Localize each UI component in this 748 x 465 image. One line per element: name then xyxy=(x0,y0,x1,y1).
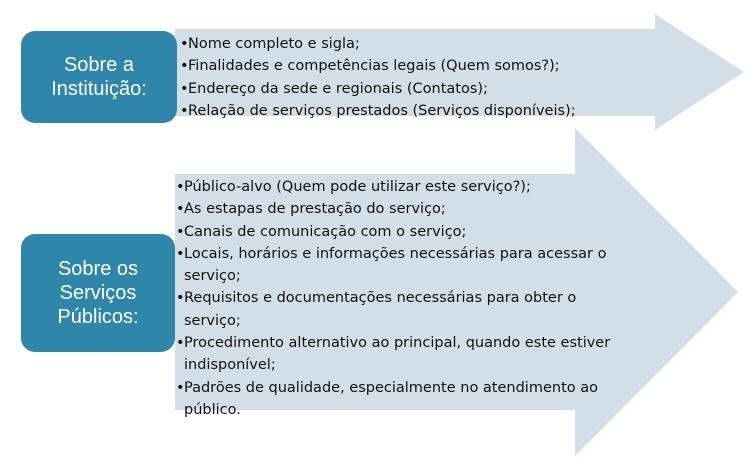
list-item: • As estapas de prestação do serviço; xyxy=(176,198,626,220)
list-item: • Finalidades e competências legais (Quem somos?); xyxy=(180,55,600,77)
list-item: • Procedimento alternativo ao principal, quando este estiver indisponível; xyxy=(176,332,626,377)
list-item: • Relação de serviços prestados (Serviços disponíveis); xyxy=(180,100,600,122)
list-item: • Padrões de qualidade, especialmente no atendimento ao público. xyxy=(176,377,626,422)
section-label-instituicao-text: Sobre a Instituição: xyxy=(51,54,147,100)
list-item: • Locais, horários e informações necessárias para acessar o serviço; xyxy=(176,243,626,288)
list-item: • Público-alvo (Quem pode utilizar este serviço?); xyxy=(176,176,626,198)
instituicao-items-list xyxy=(180,33,600,122)
section-label-instituicao xyxy=(21,31,177,123)
section-label-servicos xyxy=(21,234,175,352)
list-item: • Requisitos e documentações necessárias para obter o serviço; xyxy=(176,287,626,332)
section-label-servicos-text: Sobre os Serviços Públicos: xyxy=(57,258,139,328)
list-item: • Endereço da sede e regionais (Contatos); xyxy=(180,78,600,100)
list-item: • Nome completo e sigla; xyxy=(180,33,600,55)
list-item: • Canais de comunicação com o serviço; xyxy=(176,221,626,243)
servicos-items-list xyxy=(176,176,626,421)
